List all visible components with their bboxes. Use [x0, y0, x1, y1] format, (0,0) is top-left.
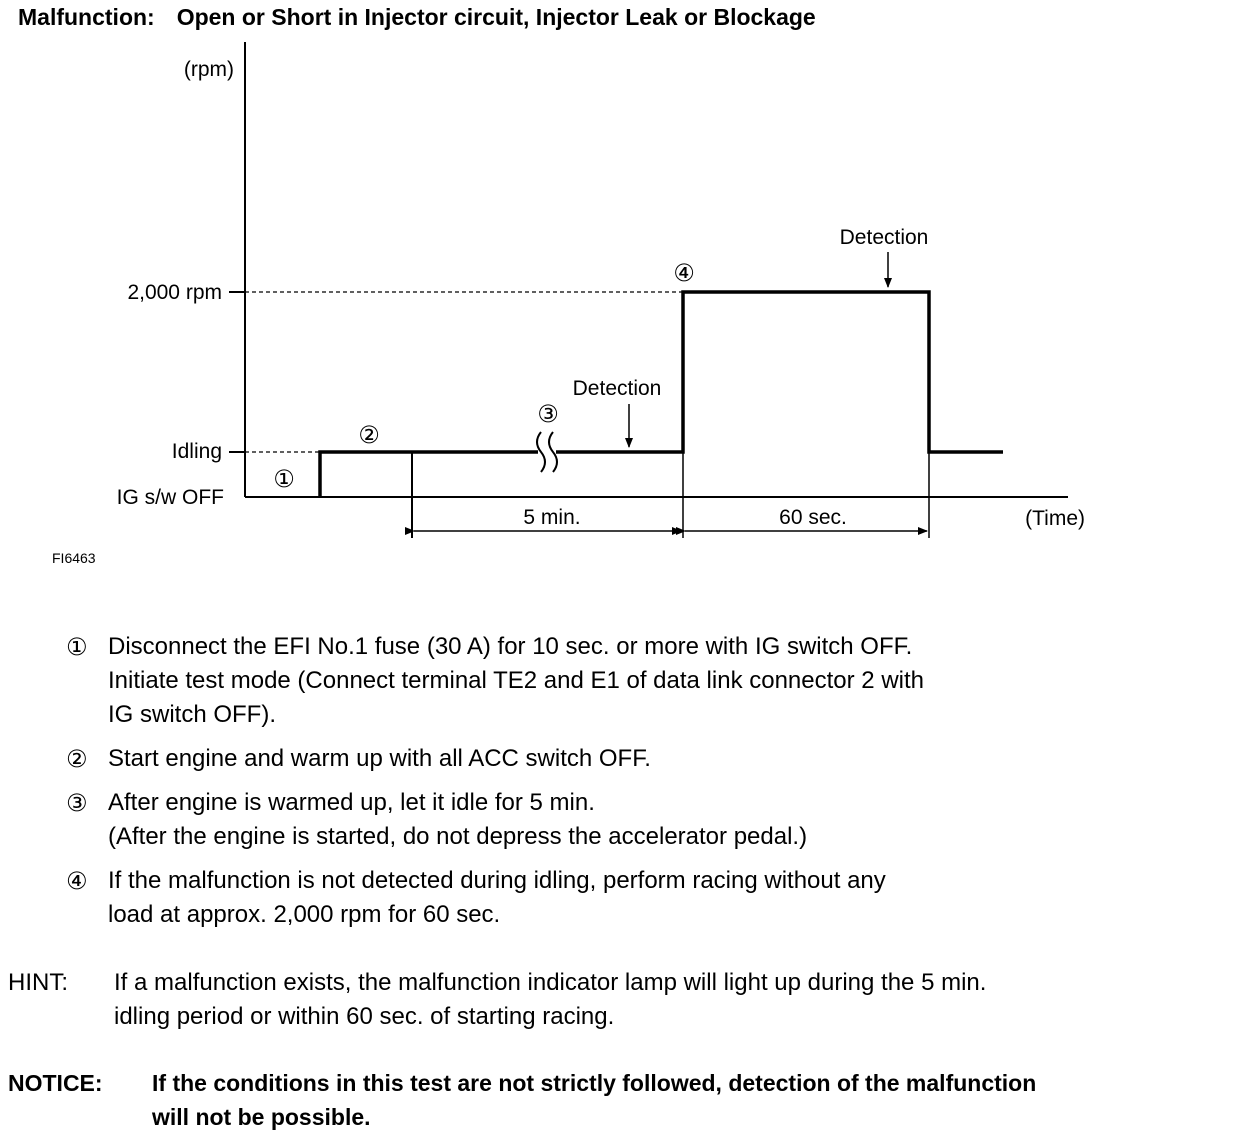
series-line-rpm-cont [556, 292, 1003, 452]
step-line: Start engine and warm up with all ACC switch OFF. [108, 745, 651, 772]
interval-label-5min: 5 min. [523, 506, 581, 529]
series-line-rpm [320, 452, 538, 497]
step-item [66, 864, 1226, 932]
step-number: ① [66, 633, 88, 661]
notice-label: NOTICE: [8, 1070, 103, 1096]
notice-line: will not be possible. [152, 1104, 371, 1130]
x-axis-label: (Time) [1025, 507, 1085, 530]
hint-line: idling period or within 60 sec. of starting racing. [114, 1003, 615, 1030]
step-line: load at approx. 2,000 rpm for 60 sec. [108, 901, 501, 928]
marker-1: ① [273, 465, 295, 493]
step-line: (After the engine is started, do not depress the accelerator pedal.) [108, 823, 808, 850]
marker-4: ④ [673, 259, 695, 287]
figure-id: FI6463 [52, 550, 96, 566]
time-break-mark [537, 432, 557, 472]
step-item [66, 742, 1226, 776]
marker-3: ③ [537, 400, 559, 428]
step-line: Initiate test mode (Connect terminal TE2 and E1 of data link connector 2 with [108, 667, 924, 694]
notice-block [8, 1066, 1036, 1134]
step-line: Disconnect the EFI No.1 fuse (30 A) for 10 sec. or more with IG switch OFF. [108, 633, 913, 660]
y-tick-2000: 2,000 rpm [127, 281, 222, 304]
y-tick-idling: Idling [171, 440, 222, 463]
step-number: ② [66, 745, 88, 773]
step-item [66, 630, 1226, 732]
hint-label: HINT: [8, 969, 68, 996]
hint-block [8, 966, 986, 1034]
title-text: Open or Short in Injector circuit, Injector Leak or Blockage [176, 4, 816, 30]
step-number: ③ [66, 789, 88, 817]
step-line: IG switch OFF). [108, 701, 276, 728]
interval-label-60sec: 60 sec. [779, 506, 847, 529]
hint-line: If a malfunction exists, the malfunction indicator lamp will light up during the 5 min. [114, 969, 987, 996]
detection-label-idle: Detection [572, 377, 662, 400]
notice-line: If the conditions in this test are not strictly followed, detection of the malfunction [152, 1070, 1037, 1096]
procedure-steps [66, 630, 1226, 942]
y-tick-ig-off: IG s/w OFF [116, 486, 224, 509]
step-item [66, 786, 1226, 854]
step-number: ④ [66, 867, 88, 895]
title-label: Malfunction: [18, 4, 155, 30]
step-line: After engine is warmed up, let it idle for 5 min. [108, 789, 595, 816]
detection-label-racing: Detection [839, 226, 929, 249]
y-axis-label: (rpm) [183, 58, 234, 81]
step-line: If the malfunction is not detected during idling, perform racing without any [108, 867, 886, 894]
marker-2: ② [358, 421, 380, 449]
